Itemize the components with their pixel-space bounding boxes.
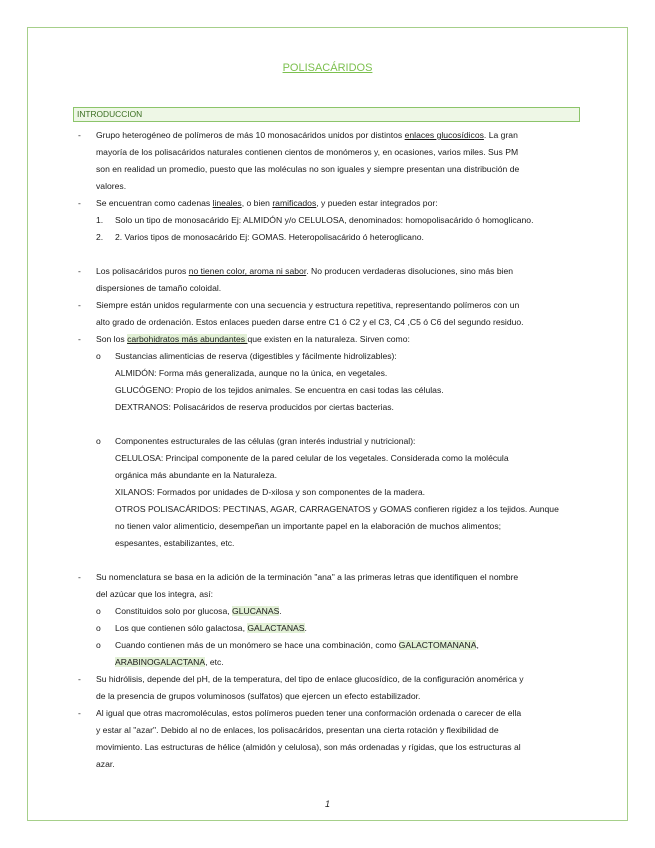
bullet-dash: - bbox=[78, 300, 81, 310]
list-number: 1. bbox=[96, 215, 104, 225]
sub-text: OTROS POLISACÁRIDOS: PECTINAS, AGAR, CARRAGENATOS y GOMAS confieren rigidez a los tejidos. Aunque bbox=[115, 504, 559, 514]
sub-text: ARABINOGALACTANA, etc. bbox=[115, 657, 224, 667]
bullet-dash: - bbox=[78, 130, 81, 140]
sub-text: ALMIDÓN: Forma más generalizada, aunque no la única, en vegetales. bbox=[115, 368, 388, 378]
bullet-dash: - bbox=[78, 198, 81, 208]
paragraph-line: Siempre están unidos regularmente con una secuencia y estructura repetitiva, representando polímeros con un bbox=[96, 300, 520, 310]
paragraph-line: mayoría de los polisacáridos naturales contienen cientos de monómeros y, en ocasiones, varios miles. Sus PM bbox=[96, 147, 519, 157]
sub-bullet-text: Los que contienen sólo galactosa, GALACTANAS. bbox=[115, 623, 307, 633]
sub-bullet-text: Constituidos solo por glucosa, GLUCANAS. bbox=[115, 606, 282, 616]
list-number: 2. bbox=[96, 232, 104, 242]
bullet-dash: - bbox=[78, 708, 81, 718]
paragraph-line: son en realidad un promedio, puesto que las moléculas no son iguales y siempre presentan una distribución de bbox=[96, 164, 520, 174]
sub-text: espesantes, estabilizantes, etc. bbox=[115, 538, 235, 548]
sub-bullet-text: Cuando contienen más de un monómero se hace una combinación, como GALACTOMANANA, bbox=[115, 640, 479, 650]
paragraph-line: y estar al "azar". Debido al no de enlaces, los polisacáridos, presentan una cierta rotación y flexibilidad de bbox=[96, 725, 499, 735]
sub-bullet-circle: o bbox=[96, 351, 101, 361]
page-title: POLISACÁRIDOS bbox=[282, 62, 373, 74]
paragraph-line: alto grado de ordenación. Estos enlaces pueden darse entre C1 ó C2 y el C3, C4 ,C5 ó C6 del segundo residuo. bbox=[96, 317, 524, 327]
paragraph-line: Su nomenclatura se basa en la adición de la terminación "ana" a las primeras letras que identifiquen el nombre bbox=[96, 572, 519, 582]
bullet-dash: - bbox=[78, 674, 81, 684]
sub-text: XILANOS: Formados por unidades de D-xilosa y son componentes de la madera. bbox=[115, 487, 426, 497]
bullet-dash: - bbox=[78, 572, 81, 582]
section-heading-bar bbox=[73, 107, 580, 122]
paragraph-line: Los polisacáridos puros no tienen color, aroma ni sabor. No producen verdaderas disoluciones, sino más bien bbox=[96, 266, 514, 276]
sub-bullet-circle: o bbox=[96, 606, 101, 616]
sub-bullet-circle: o bbox=[96, 640, 101, 650]
paragraph-line: valores. bbox=[96, 181, 127, 191]
bullet-dash: - bbox=[78, 266, 81, 276]
paragraph-line: Son los carbohidratos más abundantes que existen en la naturaleza. Sirven como: bbox=[96, 334, 410, 344]
paragraph-line: Grupo heterogéneo de polímeros de más 10 monosacáridos unidos por distintos enlaces glucosídicos. La gran bbox=[96, 130, 518, 140]
sub-text: orgánica más abundante en la Naturaleza. bbox=[115, 470, 277, 480]
sub-bullet-text: Sustancias alimenticias de reserva (digestibles y fácilmente hidrolizables): bbox=[115, 351, 397, 361]
section-heading: INTRODUCCION bbox=[77, 109, 143, 119]
paragraph-line: del azúcar que los integra, así: bbox=[96, 589, 214, 599]
paragraph-line: dispersiones de tamaño coloidal. bbox=[96, 283, 222, 293]
sub-bullet-circle: o bbox=[96, 436, 101, 446]
paragraph-line: azar. bbox=[96, 759, 115, 769]
list-item: 2. Varios tipos de monosacárido Ej: GOMAS. Heteropolisacárido ó heteroglicano. bbox=[115, 232, 424, 242]
paragraph-line: de la presencia de grupos voluminosos (sulfatos) que ejercen un efecto estabilizador. bbox=[96, 691, 421, 701]
sub-bullet-circle: o bbox=[96, 623, 101, 633]
page-number: 1 bbox=[324, 799, 330, 809]
sub-bullet-text: Componentes estructurales de las células (gran interés industrial y nutricional): bbox=[115, 436, 416, 446]
list-item: Solo un tipo de monosacárido Ej: ALMIDÓN y/o CELULOSA, denominados: homopolisacárido ó homoglicano. bbox=[115, 215, 534, 225]
paragraph-line: Al igual que otras macromoléculas, estos polímeros pueden tener una conformación ordenada o carecer de ella bbox=[96, 708, 522, 718]
paragraph-line: Se encuentran como cadenas lineales, o bien ramificados, y pueden estar integrados por: bbox=[96, 198, 438, 208]
sub-text: GLUCÓGENO: Propio de los tejidos animales. Se encuentra en casi todas las células. bbox=[115, 385, 444, 395]
sub-text: no tienen valor alimenticio, desempeñan un importante papel en la elaboración de muchos alimentos; bbox=[115, 521, 502, 531]
paragraph-line: Su hidrólisis, depende del pH, de la temperatura, del tipo de enlace glucosídico, de la configuración anomérica y bbox=[96, 674, 524, 684]
sub-text: DEXTRANOS: Polisacáridos de reserva producidos por ciertas bacterias. bbox=[115, 402, 394, 412]
bullet-dash: - bbox=[78, 334, 81, 344]
paragraph-line: movimiento. Las estructuras de hélice (almidón y celulosa), son más ordenadas y rígidas, que los estructuras al bbox=[96, 742, 521, 752]
sub-text: CELULOSA: Principal componente de la pared celular de los vegetales. Considerada como la molécula bbox=[115, 453, 509, 463]
